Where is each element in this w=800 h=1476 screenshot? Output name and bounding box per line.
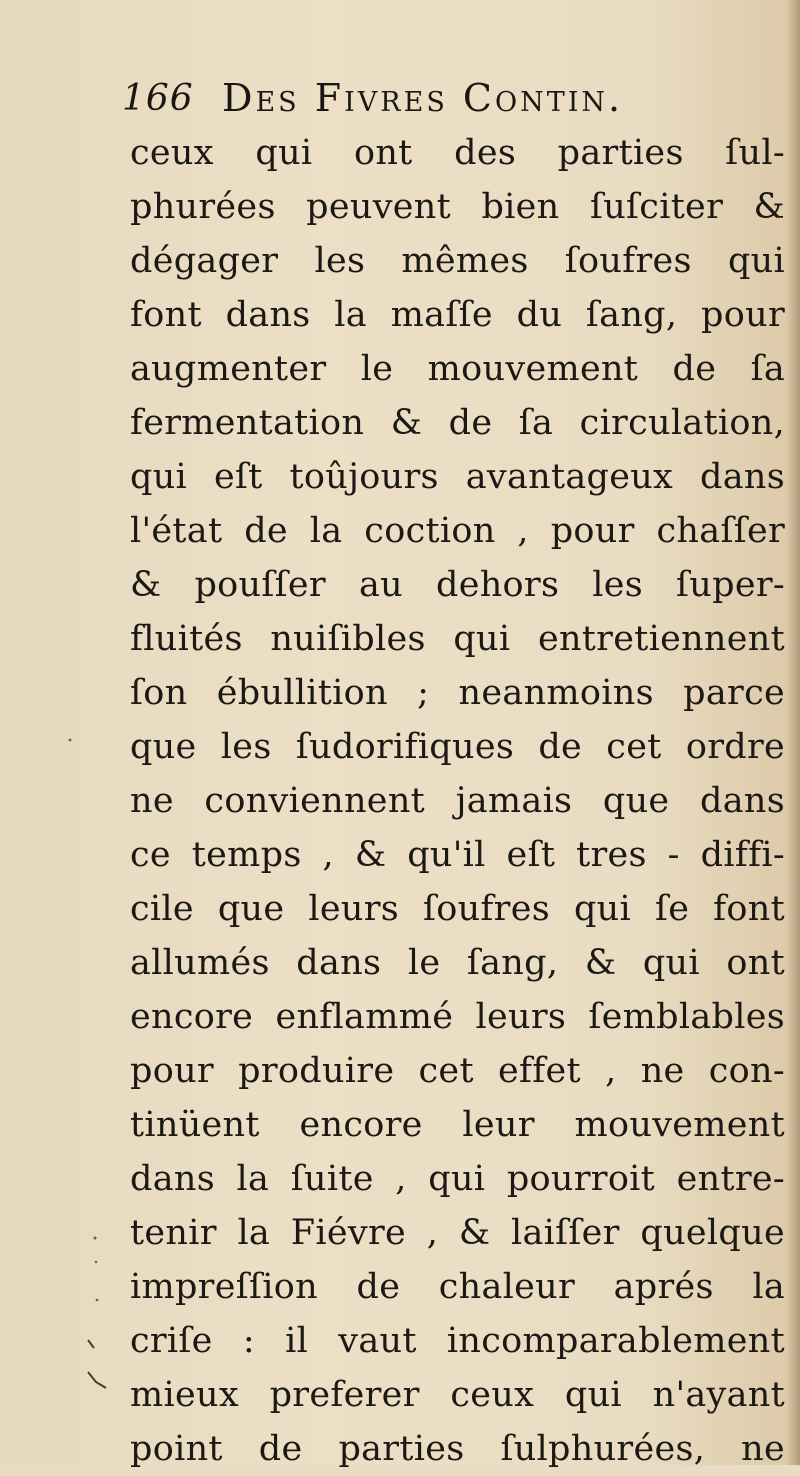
running-title: Des Fivres Contin. <box>222 76 624 120</box>
text-line: l'état de la coction , pour chaſſer <box>130 511 785 551</box>
text-line: dans la ſuite , qui pourroit entre- <box>130 1159 785 1199</box>
text-line: fermentation & de ſa circulation, <box>130 403 785 443</box>
text-line: ne conviennent jamais que dans <box>130 781 785 821</box>
text-line: font dans la maſſe du ſang, pour <box>130 295 785 335</box>
text-line: cile que leurs ſoufres qui ſe font <box>130 889 785 929</box>
text-line: dégager les mêmes ſoufres qui <box>130 241 785 281</box>
ink-mark <box>88 1340 94 1348</box>
page-header <box>122 72 722 124</box>
text-line: allumés dans le ſang, & qui ont <box>130 943 785 983</box>
text-line: augmenter le mouvement de ſa <box>130 349 785 389</box>
text-line: ce temps , & qu'il eſt tres - diffi- <box>130 835 785 875</box>
ink-speck <box>94 1237 97 1240</box>
ink-speck <box>95 1261 97 1263</box>
text-line: pour produire cet effet , ne con- <box>130 1051 785 1091</box>
ink-mark <box>88 1372 106 1388</box>
text-line: & pouſſer au dehors les ſuper- <box>130 565 785 605</box>
text-line: ſon ébullition ; neanmoins parce <box>130 673 785 713</box>
page-number: 166 <box>122 78 194 119</box>
text-line: tinüent encore leur mouvement <box>130 1105 785 1145</box>
text-line: tenir la Fiévre , & laiſſer quelque <box>130 1213 785 1253</box>
text-line: mieux preferer ceux qui n'ayant <box>130 1375 785 1415</box>
text-line: qui eſt toûjours avantageux dans <box>130 457 785 497</box>
text-line: ceux qui ont des parties ſul- <box>130 133 785 173</box>
text-line: phurées peuvent bien ſuſciter & <box>130 187 785 227</box>
text-line: impreſſion de chaleur aprés la <box>130 1267 785 1307</box>
text-line: criſe : il vaut incomparablement <box>130 1321 785 1361</box>
ink-speck <box>69 739 72 742</box>
text-line: que les ſudorifiques de cet ordre <box>130 727 785 767</box>
text-line: encore enflammé leurs ſemblables <box>130 997 785 1037</box>
ink-speck <box>96 1299 99 1302</box>
page-edge-shadow <box>786 0 800 1465</box>
body-text <box>130 126 785 1476</box>
text-line: point de parties ſulphurées, ne <box>130 1429 785 1469</box>
text-line: fluités nuiſibles qui entretiennent <box>130 619 785 659</box>
